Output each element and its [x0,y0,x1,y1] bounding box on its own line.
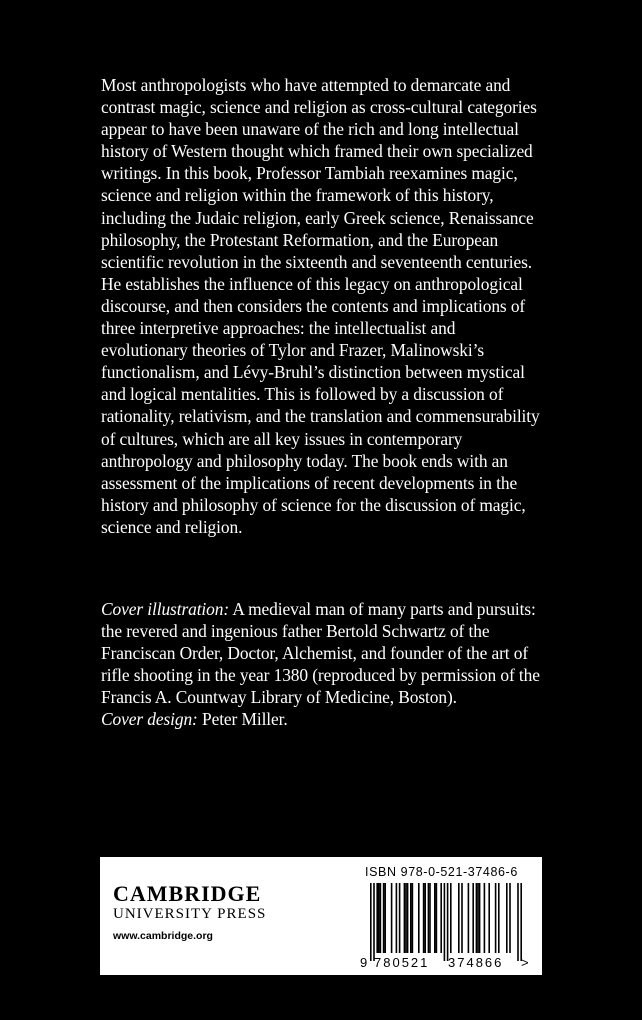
publisher-url: www.cambridge.org [113,930,213,942]
barcode-bar [404,883,406,953]
barcode-bar [383,883,385,953]
barcode-bar [424,883,426,953]
barcode-bar [396,883,398,953]
barcode-bar [391,883,393,953]
barcode-bar [373,883,375,961]
barcode-bar [384,883,386,953]
barcode-bar [376,883,378,953]
barcode [358,881,534,969]
barcode-bar [380,883,382,953]
barcode-bar [436,883,438,953]
publisher-subtitle: UNIVERSITY PRESS [113,906,267,922]
barcode-bar [495,883,497,953]
barcode-bar [423,883,425,953]
barcode-bar [399,883,401,953]
barcode-bar [477,883,479,953]
barcode-bar [440,883,442,953]
isbn-label: ISBN 978-0-521-37486-6 [365,865,518,879]
barcode-bar [444,883,446,961]
barcode-bar [488,883,490,953]
barcode-bars [370,883,522,961]
barcode-bar [378,883,380,953]
barcode-bar [476,883,478,953]
barcode-bar [506,883,508,953]
barcode-quiet-zone-mark: > [521,955,529,969]
barcode-bar [520,883,522,961]
barcode-bar [410,883,412,953]
barcode-bar [370,883,372,961]
cover-design-label: Cover design: [101,709,198,730]
barcode-bar [509,883,511,953]
barcode-bar [405,883,407,953]
barcode-bar [418,883,420,953]
barcode-bar [468,883,470,953]
cover-design-text: Peter Miller. [197,709,288,730]
barcode-bar [434,883,436,953]
barcode-bar [472,883,474,953]
barcode-bar [429,883,431,953]
barcode-bar [407,883,409,953]
barcode-bar [412,883,414,953]
barcode-bar [484,883,486,953]
publisher-name: CAMBRIDGE [113,881,262,906]
barcode-bar [498,883,500,953]
barcode-bar [447,883,449,961]
barcode-bar [450,883,452,953]
barcode-right-digits: 374866 [448,955,504,969]
barcode-bar [458,883,460,953]
publisher-footer-panel [100,857,542,975]
barcode-left-digits: 780521 [374,955,430,969]
barcode-bar [461,883,463,953]
back-cover-blurb: Most anthropologists who have attempted to demarcate and contrast magic, science and religion as cross-cultural categories appear to have been unaware of the rich and long intellectual history of Western thought which framed their own specialized writings. In this book, Professor Tambiah reexamines magic, science and religion within the framework of this history, including the Judaic religion, early Greek science, Renaissance philosophy, the Protestant Reformation, and the European scientific revolution in the sixteenth and seventeenth centuries. He establishes the influence of this legacy on anthropological discourse, and then considers the contents and implications of three interpretive approaches: the intellectualist and evolutionary theories of Tylor and Frazer, Malinowski’s functionalism, and Lévy-Bruhl’s distinction between mystical and logical mentalities. This is followed by a discussion of rationality, relativism, and the translation and commensurability of cultures, which are all key issues in contemporary anthropology and philosophy today. The book ends with an assessment of the implications of recent developments in the history and philosophy of science for the discussion of magic, science and religion. [101,75,540,537]
cover-illustration-label: Cover illustration: [101,599,230,619]
publisher-logo [113,883,266,942]
barcode-bar [428,883,430,953]
barcode-bar [517,883,519,961]
barcode-bar [479,883,481,953]
barcode-first-digit: 9 [360,955,368,969]
cover-illustration-text: A medieval man of many parts and pursuits: the revered and ingenious father Bertold Schwartz of the Franciscan Order, Doctor, Alchemist, and founder of the art of rifle shooting in the year 1380 (reproduced by permission of the Francis A. Countway Library of Medicine, Boston). [101,599,540,708]
cover-credits [101,598,541,731]
